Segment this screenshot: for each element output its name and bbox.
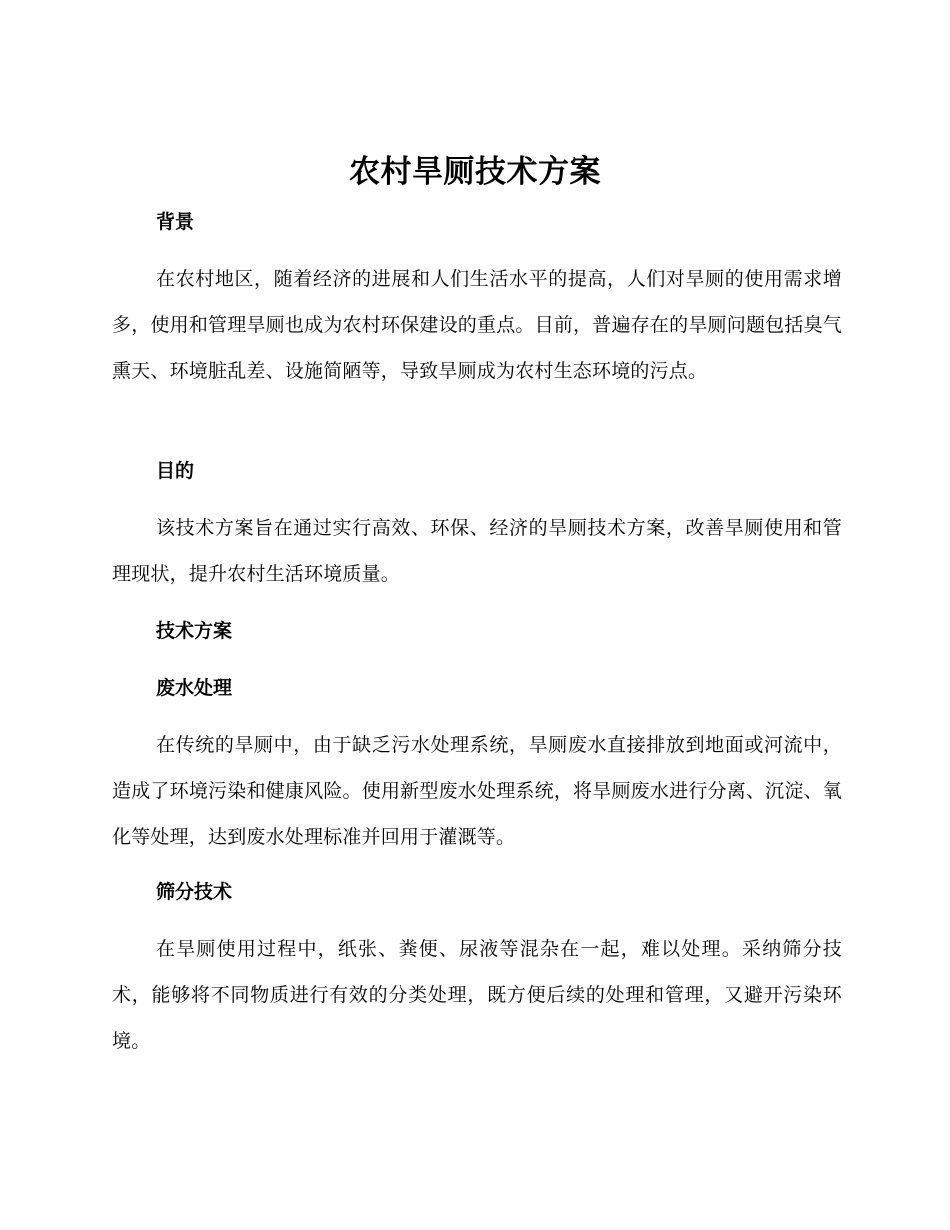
section-heading-wastewater: 废水处理 <box>156 677 233 699</box>
section-heading-background: 背景 <box>156 211 195 233</box>
section-heading-screening: 筛分技术 <box>156 881 233 903</box>
section-paragraph-purpose: 该技术方案旨在通过实行高效、环保、经济的旱厕技术方案，改善旱厕使用和管理现状，提升农村生活环境质量。 <box>112 517 842 585</box>
document-title: 农村旱厕技术方案 <box>349 154 601 190</box>
section-paragraph-wastewater: 在传统的旱厕中，由于缺乏污水处理系统，旱厕废水直接排放到地面或河流中，造成了环境污染和健康风险。使用新型废水处理系统，将旱厕废水进行分离、沉淀、氧化等处理，达到废水处理标准并回用于灌溉等。 <box>112 734 842 848</box>
section-heading-technical-plan: 技术方案 <box>156 620 233 642</box>
section-paragraph-screening: 在旱厕使用过程中，纸张、粪便、尿液等混杂在一起，难以处理。采纳筛分技术，能够将不同物质进行有效的分类处理，既方便后续的处理和管理，又避开污染环境。 <box>112 938 842 1052</box>
section-heading-purpose: 目的 <box>156 460 195 482</box>
section-paragraph-background: 在农村地区，随着经济的进展和人们生活水平的提高，人们对旱厕的使用需求增多，使用和管理旱厕也成为农村环保建设的重点。目前，普遍存在的旱厕问题包括臭气熏天、环境脏乱差、设施简陋等，导致旱厕成为农村生态环境的污点。 <box>112 268 842 382</box>
